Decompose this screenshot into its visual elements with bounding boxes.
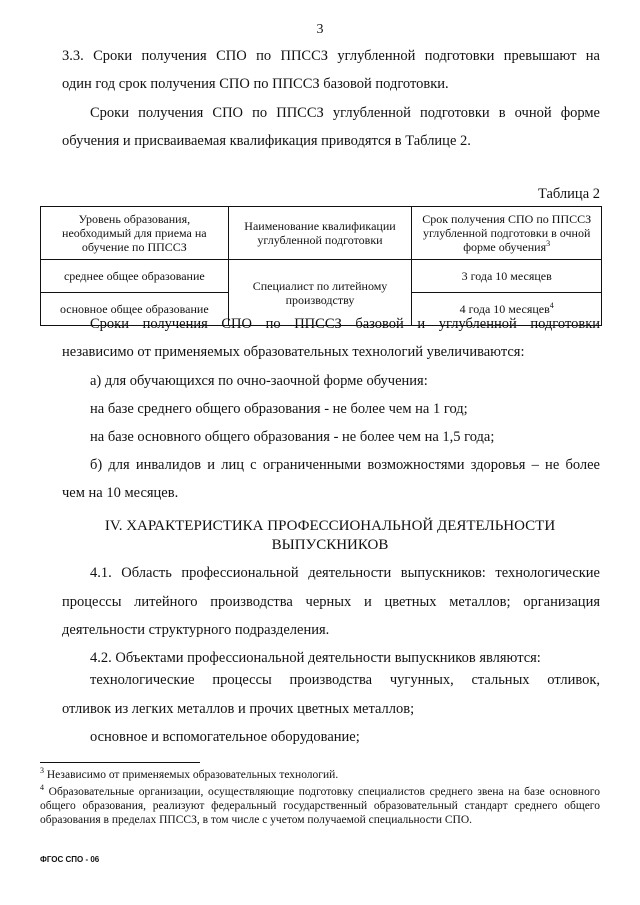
section-heading-line2: ВЫПУСКНИКОВ: [271, 537, 389, 553]
para-increase-line1: Сроки получения СПО по ППССЗ базовой и углубленной подготовки: [90, 316, 600, 332]
item-a-basic: на базе основного общего образования - не более чем на 1,5 года;: [90, 429, 495, 445]
table-header-cell: Наименование квалификации углубленной подготовки: [228, 207, 412, 260]
item-a: а) для обучающихся по очно-заочной форме обучения:: [90, 373, 428, 389]
para-4-1-line1: 4.1. Область профессиональной деятельности выпускников: технологические: [90, 565, 600, 581]
para-4-1-line3: деятельности структурного подразделения.: [62, 622, 330, 638]
table-label: Таблица 2: [537, 186, 600, 202]
footer-code: ФГОС СПО - 06: [40, 855, 100, 864]
qualification-table: [40, 206, 602, 326]
table-cell-term: 4 года 10 месяцев$^4$: [412, 293, 602, 326]
footnote-mark: 3: [40, 766, 44, 776]
para-terms-line2: обучения и присваиваемая квалификация приводятся в Таблице 2.: [62, 133, 471, 149]
table-header-cell: Срок получения СПО по ППССЗ углубленной подготовки в очной форме обучения$^3$: [412, 207, 602, 260]
page-number: 3: [316, 22, 324, 37]
para-tech-line2: отливок из легких металлов и прочих цветных металлов;: [62, 701, 415, 717]
footnote-mark: 4: [549, 301, 554, 310]
footnote-separator: [40, 762, 200, 763]
table-cell-level: среднее общее образование: [41, 260, 229, 293]
para-3-3-line2: один год срок получения СПО по ППССЗ базовой подготовки.: [62, 76, 449, 92]
item-b-line1: б) для инвалидов и лиц с ограниченными возможностями здоровья – не более: [90, 457, 600, 473]
footnote-4: $^4$ Образовательные организации, осуществляющие подготовку специалистов среднего звена на базе основного общего образования, реализуют федеральный государственный образовательный стандарт среднего общего образования в пределах ППССЗ, в том числе с учетом получаемой специальности СПО.: [40, 783, 600, 826]
table-cell-term: 3 года 10 месяцев: [412, 260, 602, 293]
para-increase-line2: независимо от применяемых образовательных технологий увеличиваются:: [62, 344, 525, 360]
para-4-2: 4.2. Объектами профессиональной деятельности выпускников являются:: [90, 650, 541, 666]
footnote-3: $^3$ Независимо от применяемых образовательных технологий.: [40, 766, 339, 781]
para-4-1-line2: процессы литейного производства черных и цветных металлов; организация: [62, 594, 600, 610]
footnote-mark: 3: [546, 239, 551, 248]
footnote-mark: 4: [40, 783, 44, 793]
para-3-3-line1: 3.3. Сроки получения СПО по ППССЗ углубленной подготовки превышают на: [62, 48, 600, 64]
table-header-row: [41, 207, 602, 260]
item-b-line2: чем на 10 месяцев.: [62, 485, 179, 501]
section-heading: [60, 517, 600, 555]
table-cell-level: основное общее образование: [41, 293, 229, 326]
para-tech-line1: технологические процессы производства чугунных, стальных отливок,: [90, 672, 600, 688]
section-heading-line1: IV. ХАРАКТЕРИСТИКА ПРОФЕССИОНАЛЬНОЙ ДЕЯТЕЛЬНОСТИ: [104, 518, 556, 534]
table-row: [41, 260, 602, 293]
table-cell-qualification: Специалист по литейному производству: [228, 260, 412, 326]
para-terms-line1: Сроки получения СПО по ППССЗ углубленной подготовки в очной форме: [90, 105, 600, 121]
item-a-secondary: на базе среднего общего образования - не более чем на 1 год;: [90, 401, 468, 417]
para-equipment: основное и вспомогательное оборудование;: [90, 729, 360, 745]
table-header-cell: Уровень образования, необходимый для приема на обучение по ППССЗ: [41, 207, 229, 260]
